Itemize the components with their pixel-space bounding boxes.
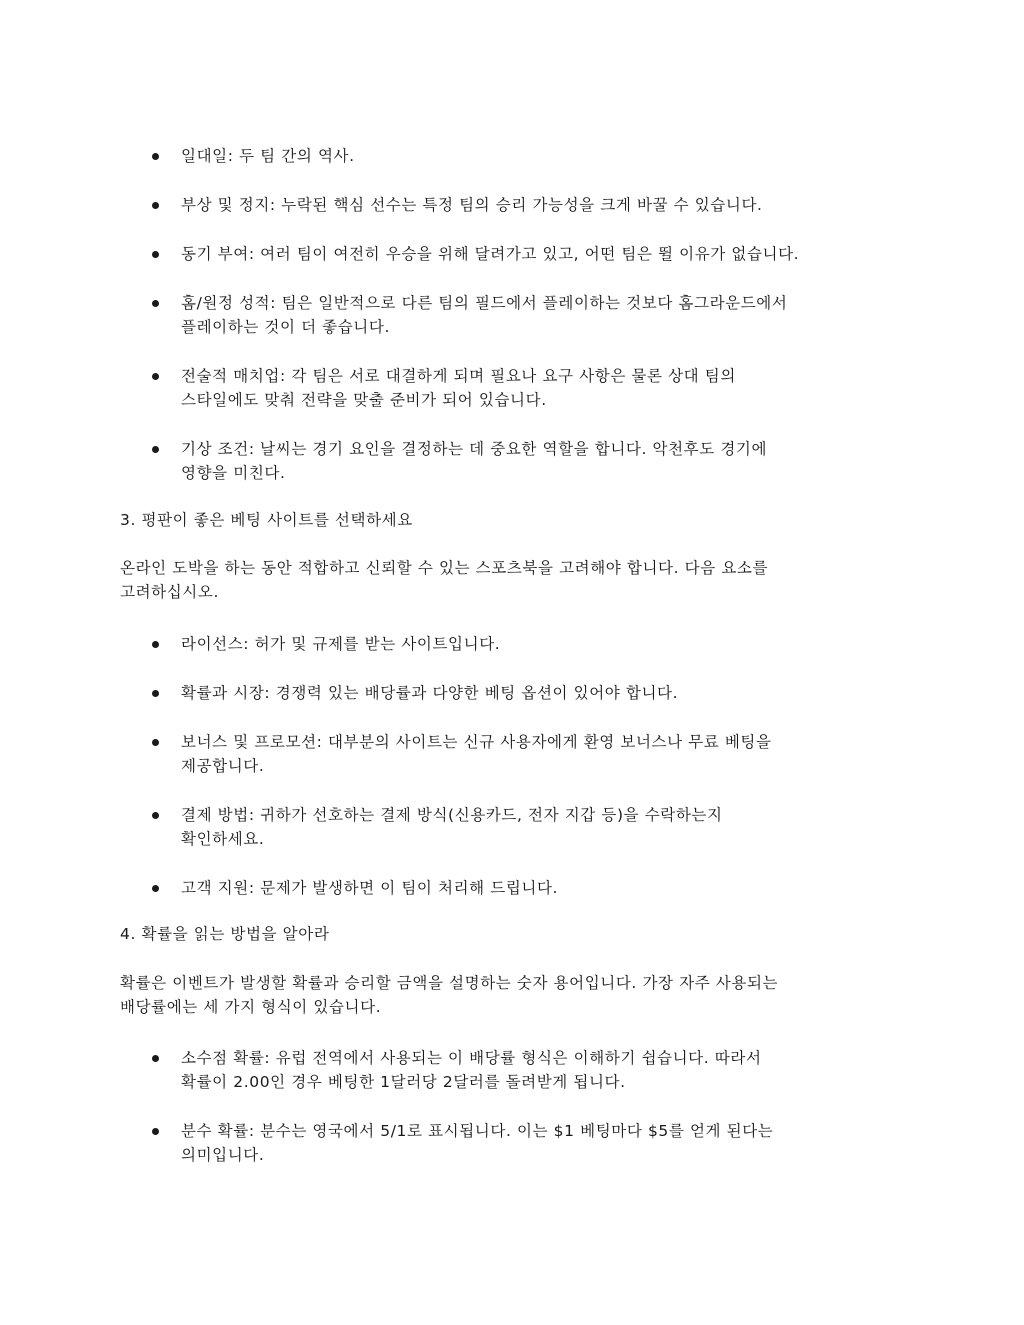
list-item-text: 기상 조건: 날씨는 경기 요인을 결정하는 데 중요한 역할을 합니다. 악천후도 경기에 영향을 미친다.: [181, 440, 768, 482]
list-item-text: 라이선스: 허가 및 규제를 받는 사이트입니다.: [181, 635, 501, 653]
bullet-icon: [152, 885, 159, 892]
list-item-text: 전술적 매치업: 각 팀은 서로 대결하게 되며 필요나 요구 사항은 물론 상대 팀의 스타일에도 맞춰 전략을 맞출 준비가 되어 있습니다.: [181, 367, 736, 409]
bullet-icon: [152, 300, 159, 307]
bullet-icon: [152, 153, 159, 160]
bullet-icon: [152, 446, 159, 453]
bullet-icon: [152, 202, 159, 209]
list-item-text: 보너스 및 프로모션: 대부분의 사이트는 신규 사용자에게 환영 보너스나 무료 베팅을 제공합니다.: [181, 733, 772, 775]
bullet-icon: [152, 812, 159, 819]
section-intro: 확률은 이벤트가 발생할 확률과 승리할 금액을 설명하는 숫자 용어입니다. 가장 자주 사용되는 배당률에는 세 가지 형식이 있습니다.: [120, 974, 779, 1016]
bullet-icon: [152, 373, 159, 380]
section-heading: 3. 평판이 좋은 베팅 사이트를 선택하세요: [120, 511, 413, 529]
bullet-icon: [152, 739, 159, 746]
bullet-icon: [152, 1055, 159, 1062]
bullet-icon: [152, 690, 159, 697]
list-item-text: 일대일: 두 팀 간의 역사.: [181, 147, 355, 165]
list-item-text: 분수 확률: 분수는 영국에서 5/1로 표시됩니다. 이는 $1 베팅마다 $5를 얻게 된다는 의미입니다.: [181, 1122, 774, 1164]
list-item-text: 동기 부여: 여러 팀이 여전히 우승을 위해 달려가고 있고, 어떤 팀은 뛸 이유가 없습니다.: [181, 245, 800, 263]
section-intro: 온라인 도박을 하는 동안 적합하고 신뢰할 수 있는 스포츠북을 고려해야 합니다. 다음 요소를 고려하십시오.: [120, 559, 769, 601]
list-item-text: 확률과 시장: 경쟁력 있는 배당률과 다양한 베팅 옵션이 있어야 합니다.: [181, 684, 679, 702]
list-item-text: 결제 방법: 귀하가 선호하는 결제 방식(신용카드, 전자 지갑 등)을 수락하는지 확인하세요.: [181, 806, 723, 848]
bullet-icon: [152, 1128, 159, 1135]
list-item-text: 고객 지원: 문제가 발생하면 이 팀이 처리해 드립니다.: [181, 879, 559, 897]
list-item-text: 부상 및 정지: 누락된 핵심 선수는 특정 팀의 승리 가능성을 크게 바꿀 수 있습니다.: [181, 196, 763, 214]
section-heading: 4. 확률을 읽는 방법을 알아라: [120, 925, 330, 943]
list-item-text: 소수점 확률: 유럽 전역에서 사용되는 이 배당률 형식은 이해하기 쉽습니다. 따라서 확률이 2.00인 경우 베팅한 1달러당 2달러를 돌려받게 됩니다.: [181, 1049, 762, 1091]
bullet-icon: [152, 641, 159, 648]
list-item-text: 홈/원정 성적: 팀은 일반적으로 다른 팀의 필드에서 플레이하는 것보다 홈그라운드에서 플레이하는 것이 더 좋습니다.: [181, 294, 788, 336]
bullet-icon: [152, 251, 159, 258]
